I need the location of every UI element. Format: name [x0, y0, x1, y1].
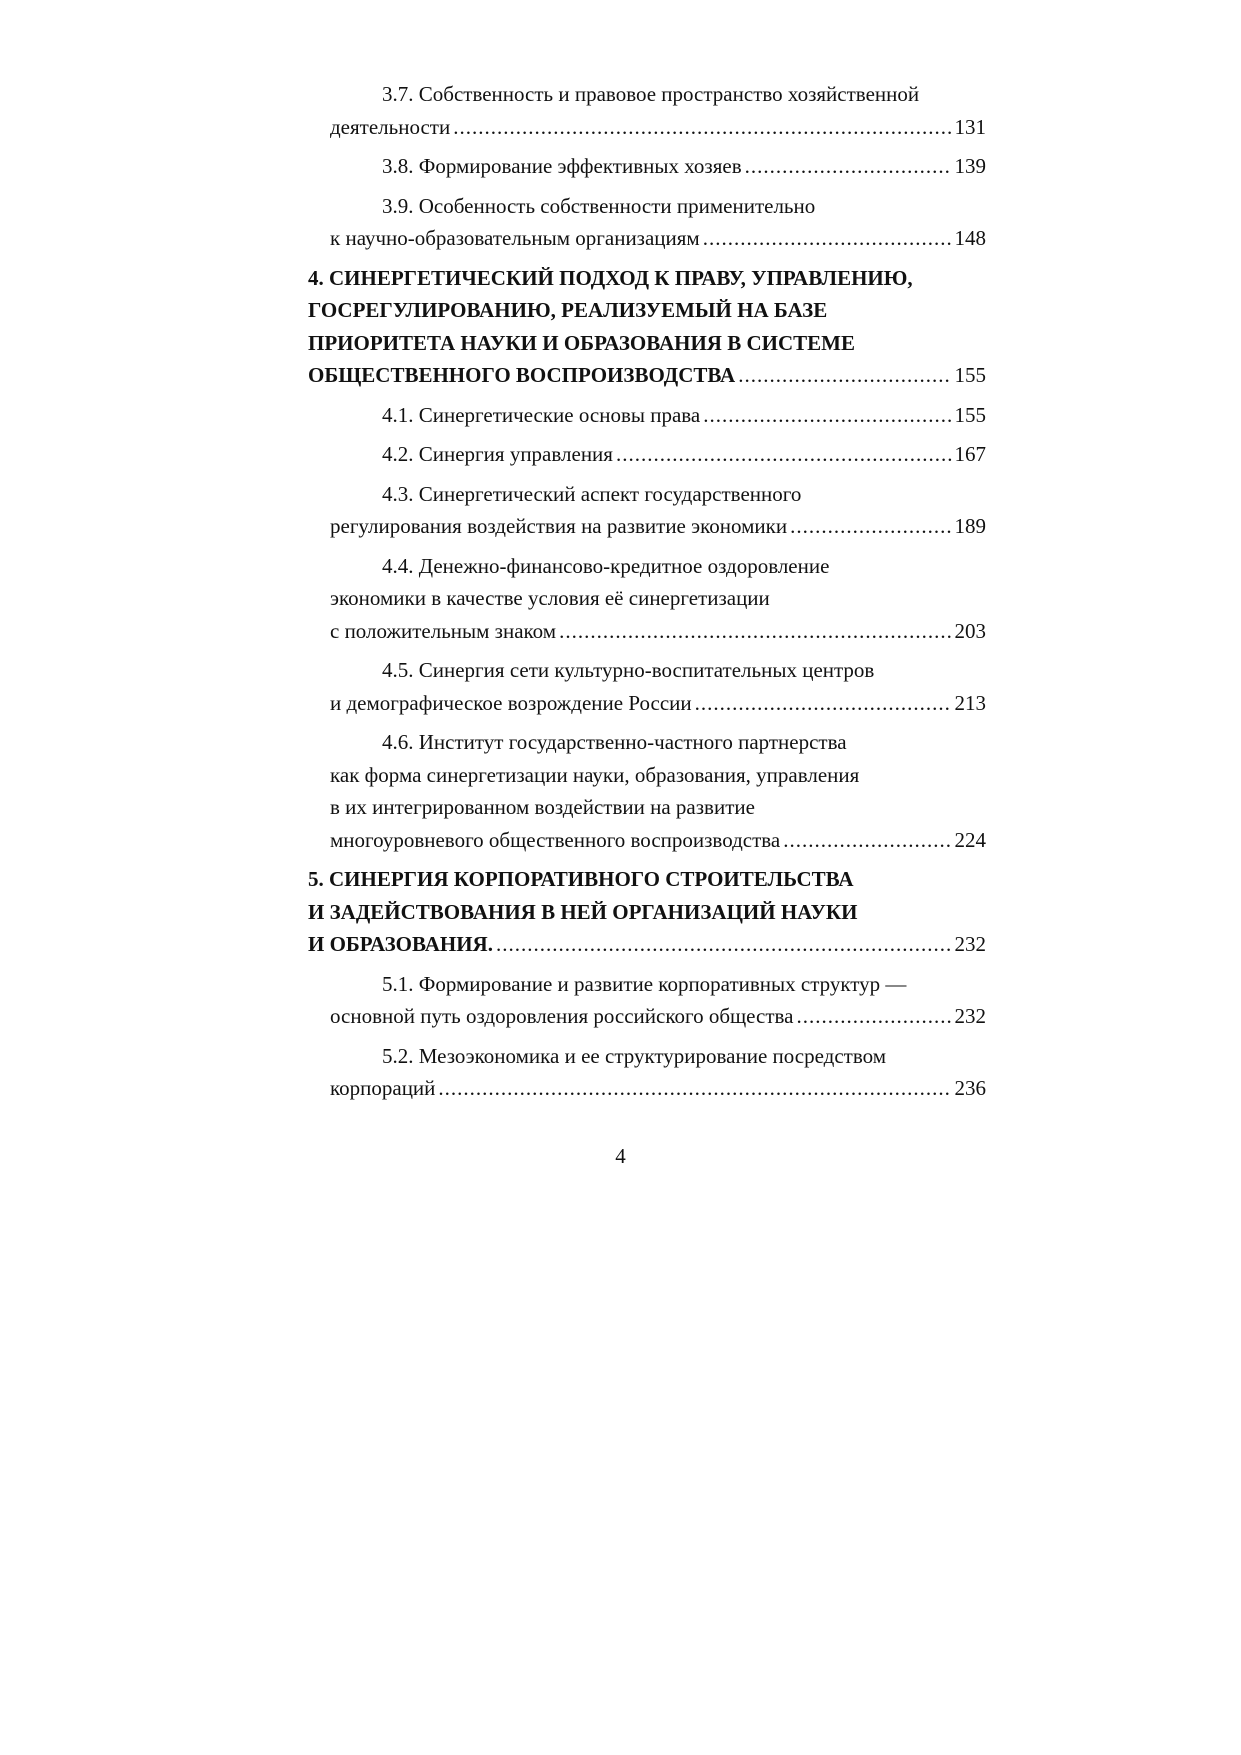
- toc-section-entry: [308, 438, 986, 471]
- toc-line: [308, 510, 986, 543]
- toc-line: [308, 399, 986, 432]
- toc-entry-text: корпораций: [330, 1076, 436, 1100]
- toc-page-number: 148: [954, 226, 986, 250]
- toc-entry-text: и демографическое возрождение России: [330, 690, 692, 715]
- toc-line: [308, 1000, 986, 1033]
- toc-page-number: 155: [954, 363, 986, 387]
- toc-line: 5. СИНЕРГИЯ КОРПОРАТИВНОГО СТРОИТЕЛЬСТВА: [308, 867, 854, 891]
- toc-page-number: 224: [954, 827, 986, 852]
- dot-leader: [496, 928, 952, 961]
- toc-line: 4. СИНЕРГЕТИЧЕСКИЙ ПОДХОД К ПРАВУ, УПРАВЛЕНИЮ,: [308, 265, 913, 290]
- toc-line: И ЗАДЕЙСТВОВАНИЯ В НЕЙ ОРГАНИЗАЦИЙ НАУКИ: [308, 899, 858, 924]
- page-number: 4: [615, 1144, 626, 1168]
- toc-entry-text: 3.8. Формирование эффективных хозяев: [382, 154, 742, 178]
- toc-page-number: 232: [954, 1004, 986, 1028]
- toc-line: [308, 824, 986, 857]
- toc-section-entry: [308, 150, 986, 183]
- toc-entry-text: с положительным знаком: [330, 618, 557, 643]
- toc-entry-text: основной путь оздоровления российского общества: [330, 1004, 794, 1028]
- toc-section-entry: [308, 478, 986, 543]
- toc-entry-text: И ОБРАЗОВАНИЯ.: [308, 932, 493, 956]
- toc-line: ПРИОРИТЕТА НАУКИ И ОБРАЗОВАНИЯ В СИСТЕМЕ: [308, 330, 855, 355]
- toc-page-number: 213: [954, 690, 986, 715]
- toc-page-number: 131: [954, 114, 986, 139]
- toc-line: 4.3. Синергетический аспект государственного: [382, 481, 802, 506]
- toc-entry-text: многоуровневого общественного воспроизводства: [330, 827, 781, 852]
- dot-leader: [738, 359, 951, 392]
- toc-entries: [308, 78, 986, 1105]
- toc-page-number: 232: [954, 932, 986, 956]
- toc-section-entry: [308, 550, 986, 648]
- toc-entry-text: регулирования воздействия на развитие экономики: [330, 514, 788, 538]
- toc-chapter-entry: [308, 262, 986, 392]
- toc-line: 4.4. Денежно-финансово-кредитное оздоровление: [382, 553, 830, 578]
- dot-leader: [797, 1000, 952, 1033]
- toc-page-number: 189: [954, 514, 986, 538]
- toc-entry-text: 4.1. Синергетические основы права: [382, 402, 701, 427]
- dot-leader: [790, 510, 951, 543]
- dot-leader: [559, 615, 951, 648]
- toc-section-entry: [308, 399, 986, 432]
- toc-line: [308, 687, 986, 720]
- table-of-contents: [308, 78, 986, 1112]
- dot-leader: [703, 222, 952, 255]
- toc-section-entry: [308, 726, 986, 856]
- toc-line: экономики в качестве условия её синергетизации: [330, 586, 770, 610]
- toc-section-entry: [308, 190, 986, 255]
- toc-line: ГОСРЕГУЛИРОВАНИЮ, РЕАЛИЗУЕМЫЙ НА БАЗЕ: [308, 298, 828, 322]
- toc-entry-text: деятельности: [330, 114, 451, 139]
- dot-leader: [695, 687, 952, 720]
- toc-line: [308, 615, 986, 648]
- toc-page-number: 236: [954, 1076, 986, 1100]
- dot-leader: [703, 399, 951, 432]
- toc-line: как форма синергетизации науки, образования, управления: [330, 762, 860, 787]
- toc-line: в их интегрированном воздействии на развитие: [330, 795, 755, 819]
- toc-page-number: 167: [954, 442, 986, 466]
- toc-line: [308, 438, 986, 471]
- toc-section-entry: [308, 654, 986, 719]
- dot-leader: [745, 150, 952, 183]
- toc-page-number: 139: [954, 154, 986, 178]
- toc-entry-text: ОБЩЕСТВЕННОГО ВОСПРОИЗВОДСТВА: [308, 363, 736, 387]
- toc-line: [308, 222, 986, 255]
- dot-leader: [783, 824, 951, 857]
- toc-chapter-entry: [308, 863, 986, 961]
- toc-entry-text: к научно-образовательным организациям: [330, 226, 700, 250]
- toc-section-entry: [308, 78, 986, 143]
- toc-entry-text: 4.2. Синергия управления: [382, 442, 613, 466]
- toc-line: 5.1. Формирование и развитие корпоративных структур —: [382, 971, 907, 996]
- toc-line: [308, 928, 986, 961]
- toc-page-number: 203: [954, 618, 986, 643]
- toc-page-number: 155: [954, 402, 986, 427]
- toc-line: [308, 150, 986, 183]
- toc-line: [308, 1072, 986, 1105]
- toc-line: 3.9. Особенность собственности применительно: [382, 193, 816, 218]
- toc-line: 5.2. Мезоэкономика и ее структурирование посредством: [382, 1043, 887, 1068]
- toc-line: 3.7. Собственность и правовое пространство хозяйственной: [382, 82, 920, 106]
- dot-leader: [616, 438, 952, 471]
- toc-line: [308, 359, 986, 392]
- toc-section-entry: [308, 968, 986, 1033]
- toc-section-entry: [308, 1040, 986, 1105]
- toc-line: 4.5. Синергия сети культурно-воспитательных центров: [382, 658, 875, 682]
- dot-leader: [438, 1072, 951, 1105]
- toc-line: [308, 111, 986, 144]
- toc-line: 4.6. Институт государственно-частного партнерства: [382, 730, 847, 754]
- dot-leader: [453, 111, 951, 144]
